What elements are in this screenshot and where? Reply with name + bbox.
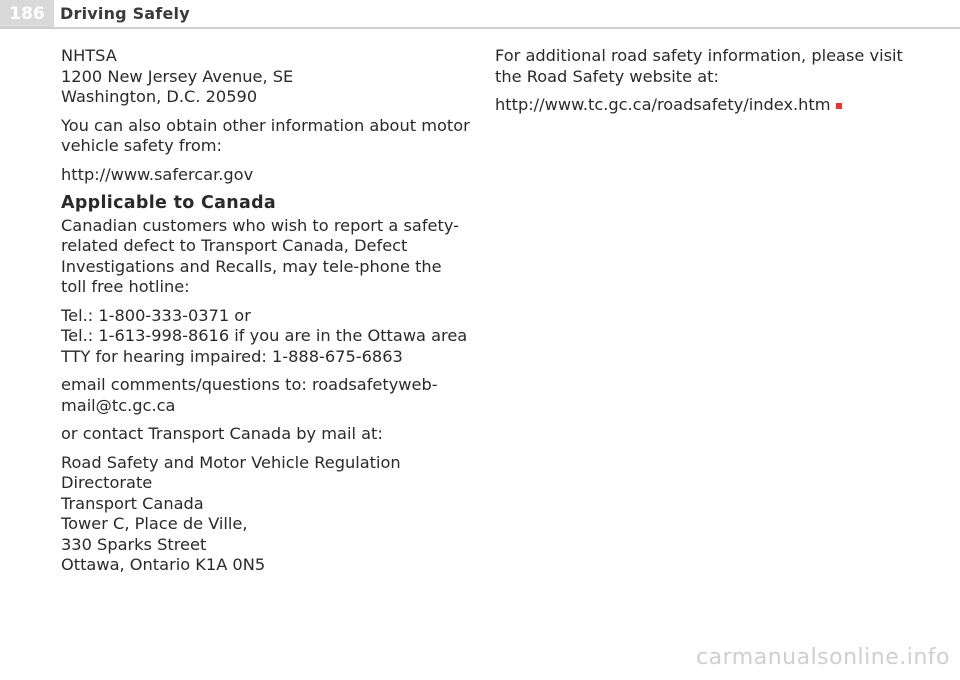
mail-address-line: 330 Sparks Street bbox=[61, 534, 207, 554]
page-number: 186 bbox=[0, 0, 54, 29]
mail-intro: or contact Transport Canada by mail at: bbox=[61, 424, 383, 443]
address-line: NHTSA bbox=[61, 46, 117, 65]
address-line: Washington, D.C. 20590 bbox=[61, 87, 258, 106]
right-column bbox=[495, 46, 915, 124]
mail-address-line: Tower C, Place de Ville, bbox=[61, 514, 248, 533]
mail-address-line: Transport Canada bbox=[61, 493, 204, 513]
canada-heading: Applicable to Canada bbox=[61, 193, 276, 213]
section-end-icon bbox=[836, 103, 842, 109]
mail-address bbox=[61, 453, 471, 576]
phone-block bbox=[61, 306, 471, 368]
phone-line: Tel.: 1-613-998-8616 if you are in the Ottawa area bbox=[61, 326, 468, 345]
section-title: Driving Safely bbox=[60, 4, 190, 23]
roadsafety-url: http://www.tc.gc.ca/roadsafety/index.htm bbox=[495, 95, 831, 114]
info-paragraph: You can also obtain other information about motor vehicle safety from: bbox=[61, 115, 470, 155]
page-header bbox=[0, 0, 960, 30]
roadsafety-url-paragraph bbox=[495, 95, 915, 116]
mail-address-line: Road Safety and Motor Vehicle Regulation Directorate bbox=[61, 452, 401, 492]
safercar-url: http://www.safercar.gov bbox=[61, 164, 254, 184]
mail-address-line: Ottawa, Ontario K1A 0N5 bbox=[61, 555, 266, 574]
tty-line: TTY for hearing impaired: 1-888-675-6863 bbox=[61, 346, 403, 366]
watermark: carmanualsonline.info bbox=[696, 645, 950, 670]
email-paragraph: email comments/questions to: roadsafetyweb-mail@tc.gc.ca bbox=[61, 375, 438, 415]
canada-paragraph: Canadian customers who wish to report a safety-related defect to Transport Canada, Defect Investigations and Recalls, may tele-phone the toll free hotline: bbox=[61, 215, 459, 296]
phone-line: Tel.: 1-800-333-0371 or bbox=[61, 305, 251, 325]
header-divider bbox=[0, 27, 960, 29]
left-column bbox=[61, 46, 471, 584]
address-line: 1200 New Jersey Avenue, SE bbox=[61, 66, 294, 86]
additional-info-paragraph: For additional road safety information, please visit the Road Safety website at: bbox=[495, 46, 903, 86]
nhtsa-address bbox=[61, 46, 471, 108]
